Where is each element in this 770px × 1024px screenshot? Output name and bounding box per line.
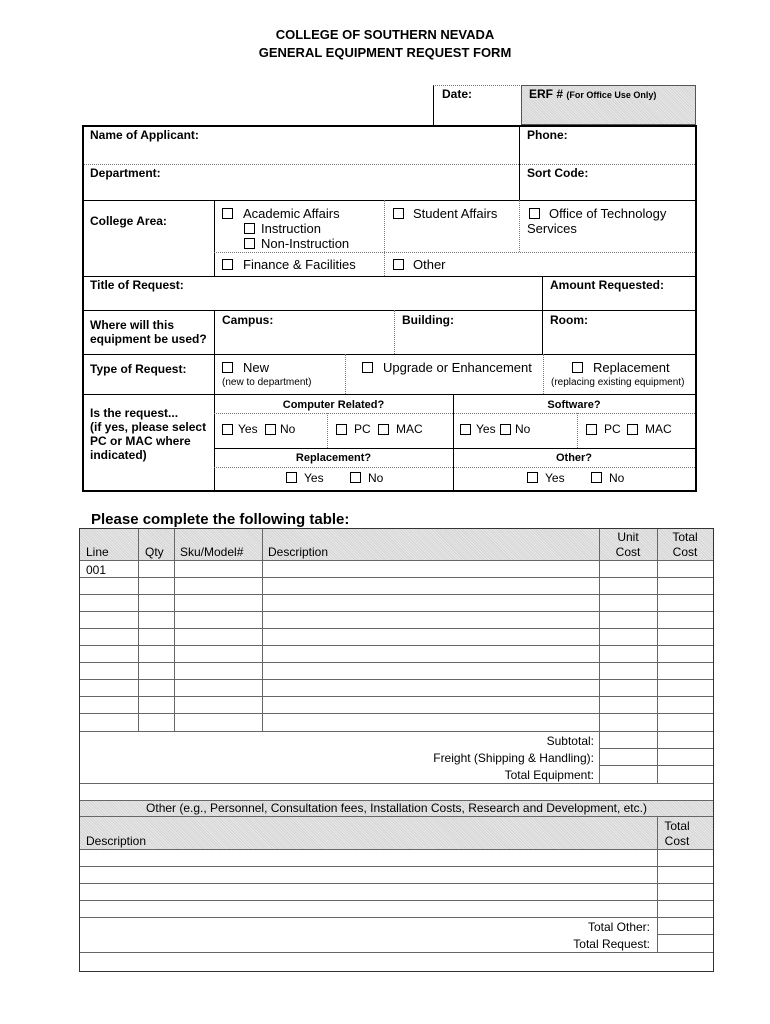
replacement-checkbox[interactable]: [572, 362, 583, 373]
oit-label-line2: Services: [527, 221, 577, 236]
college-area-label: College Area:: [90, 214, 167, 228]
student-affairs-label: Student Affairs: [413, 206, 498, 221]
software-pc-label: PC: [604, 422, 621, 436]
oit-checkbox[interactable]: [529, 208, 540, 219]
table-heading: Please complete the following table:: [91, 511, 350, 528]
computer-pc-checkbox[interactable]: [336, 424, 347, 435]
is-request-label-4: indicated): [90, 448, 147, 462]
other-columns-header: [80, 816, 713, 849]
computer-no-checkbox[interactable]: [265, 424, 276, 435]
is-request-label: Is the request...: [90, 406, 179, 420]
finance-checkbox[interactable]: [222, 259, 233, 270]
software-mac-checkbox[interactable]: [627, 424, 638, 435]
col-line-header: Line: [86, 545, 109, 559]
col-description-header: Description: [268, 545, 329, 559]
other-yes-label: Yes: [545, 471, 565, 485]
applicant-name-label: Name of Applicant:: [90, 128, 199, 142]
instruction-checkbox[interactable]: [244, 223, 255, 234]
software-yes-checkbox[interactable]: [460, 424, 471, 435]
erf-label: ERF # (For Office Use Only): [529, 87, 657, 101]
software-no-label: No: [515, 422, 531, 436]
software-pc-checkbox[interactable]: [586, 424, 597, 435]
other-costs-header: Other (e.g., Personnel, Consultation fees, Installation Costs, Research and Development, etc.): [146, 801, 647, 815]
phone-label: Phone:: [527, 128, 568, 142]
software-no-checkbox[interactable]: [500, 424, 511, 435]
total-equipment-label: Total Equipment:: [504, 768, 594, 782]
col-qty-header: Qty: [145, 545, 164, 559]
total-other-label: Total Other:: [587, 920, 650, 934]
computer-pc-label: PC: [354, 422, 371, 436]
subtotal-label: Subtotal:: [546, 734, 594, 748]
software-yes-label: Yes: [476, 422, 496, 436]
non-instruction-checkbox[interactable]: [244, 238, 255, 249]
col-unit-cost-header-2: Cost: [615, 545, 641, 559]
instruction-label: Instruction: [261, 221, 321, 236]
other-question-label: Other?: [555, 452, 593, 464]
col-unit-cost-header: Unit: [617, 530, 639, 544]
room-label: Room:: [550, 313, 588, 327]
replacement-yes-checkbox[interactable]: [286, 472, 297, 483]
software-label: Software?: [547, 399, 601, 411]
upgrade-checkbox[interactable]: [362, 362, 373, 373]
form-title: GENERAL EQUIPMENT REQUEST FORM: [258, 45, 512, 60]
campus-label: Campus:: [222, 313, 274, 327]
other-yes-checkbox[interactable]: [527, 472, 538, 483]
title-of-request-label: Title of Request:: [90, 278, 184, 292]
upgrade-label: Upgrade or Enhancement: [383, 360, 532, 375]
replacement-question-label: Replacement?: [295, 452, 372, 464]
computer-related-label: Computer Related?: [282, 399, 385, 411]
other-total-cost-header: Total: [664, 819, 690, 833]
replacement-no-label: No: [368, 471, 384, 485]
other-area-checkbox[interactable]: [393, 259, 404, 270]
new-note: (new to department): [222, 377, 312, 388]
other-total-cost-header-2: Cost: [664, 834, 690, 848]
student-affairs-checkbox[interactable]: [393, 208, 404, 219]
total-request-label: Total Request:: [573, 937, 650, 951]
date-label: Date:: [442, 87, 473, 101]
other-no-label: No: [609, 471, 625, 485]
col-sku-header: Sku/Model#: [180, 545, 244, 559]
col-total-cost-header: Total: [672, 530, 698, 544]
computer-yes-checkbox[interactable]: [222, 424, 233, 435]
first-line-number: 001: [86, 563, 107, 577]
computer-mac-label: MAC: [396, 422, 423, 436]
building-label: Building:: [402, 313, 454, 327]
computer-no-label: No: [280, 422, 296, 436]
other-description-header: Description: [86, 834, 147, 848]
finance-label: Finance & Facilities: [243, 257, 356, 272]
new-label: New: [243, 360, 270, 375]
where-used-label: Where will this: [90, 318, 175, 332]
non-instruction-label: Non-Instruction: [261, 236, 350, 251]
col-total-cost-header-2: Cost: [672, 545, 698, 559]
replacement-no-checkbox[interactable]: [350, 472, 361, 483]
software-mac-label: MAC: [645, 422, 672, 436]
other-area-label: Other: [413, 257, 446, 272]
replacement-note: (replacing existing equipment): [551, 377, 685, 388]
department-label: Department:: [90, 166, 161, 180]
is-request-label-2: (if yes, please select: [90, 420, 207, 434]
freight-label: Freight (Shipping & Handling):: [433, 751, 594, 765]
sort-code-label: Sort Code:: [527, 166, 589, 180]
computer-mac-checkbox[interactable]: [378, 424, 389, 435]
where-used-label-2: equipment be used?: [90, 332, 207, 346]
new-checkbox[interactable]: [222, 362, 233, 373]
other-no-checkbox[interactable]: [591, 472, 602, 483]
form-title-college: COLLEGE OF SOUTHERN NEVADA: [275, 27, 495, 42]
computer-yes-label: Yes: [238, 422, 258, 436]
type-of-request-label: Type of Request:: [90, 362, 187, 376]
academic-affairs-label: Academic Affairs: [243, 206, 340, 221]
is-request-label-3: PC or MAC where: [90, 434, 191, 448]
academic-affairs-checkbox[interactable]: [222, 208, 233, 219]
replacement-label: Replacement: [593, 360, 670, 375]
oit-label: Office of Technology: [549, 206, 667, 221]
amount-requested-label: Amount Requested:: [550, 278, 664, 292]
replacement-yes-label: Yes: [304, 471, 324, 485]
